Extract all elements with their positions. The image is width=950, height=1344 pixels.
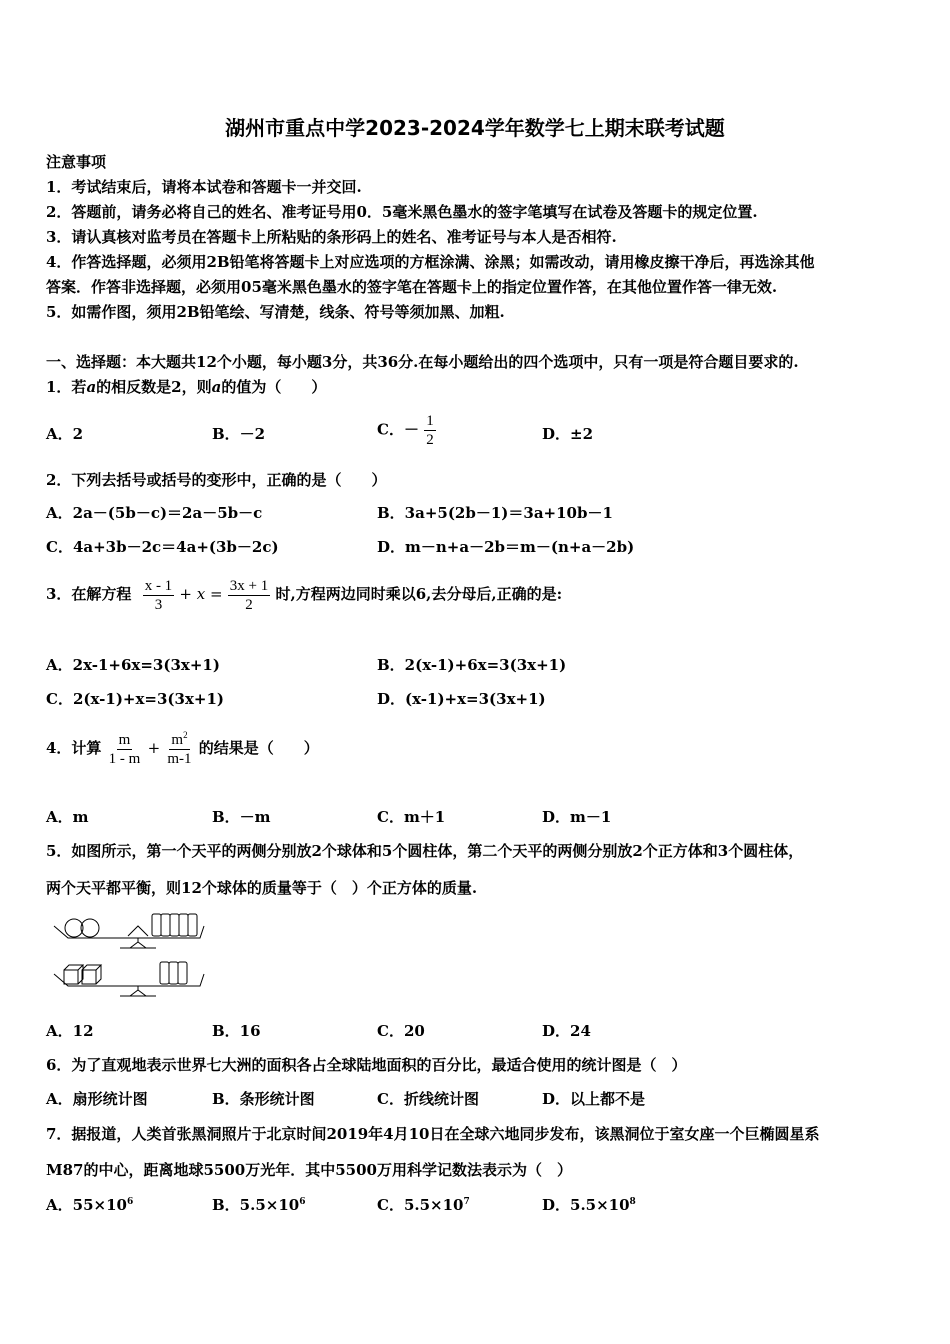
q4-text: 的结果是（ ） [198,739,319,757]
cylinder-icon [161,914,170,936]
q1-option-c [377,412,436,449]
q1-text: 的值为（ ） [221,378,327,396]
q4-text: 4．计算 [46,739,102,757]
notice-item: 答案．作答非选择题，必须用05毫米黑色墨水的签字笔在答题卡上的指定位置作答，在其他位置作答一律无效. [46,278,778,296]
cylinder-icon [152,914,161,936]
cube-icon [64,965,83,984]
balance-scales-figure [52,908,207,1003]
q1-option-c-fraction [424,412,436,449]
question-6: 6．为了直观地表示世界七大洲的面积各占全球陆地面积的百分比，最适合使用的统计图是（ ） [46,1056,687,1074]
fraction-denominator: 2 [426,432,434,448]
balance-scale-1 [54,914,204,948]
fraction-denominator: 2 [245,596,253,613]
fraction-numerator: m [118,731,131,748]
fraction-denominator: 1 - m [108,750,141,767]
q4-option-a: A．m [46,808,89,826]
q7-option-a [46,1195,133,1215]
q1-option-d: D．±2 [542,425,594,443]
question-3 [46,572,562,616]
cube-icon [82,965,101,984]
q2-option-b: B．3a+5(2b－1)＝3a+10b－1 [377,504,613,522]
q7-option-b-exponent: 6 [299,1197,306,1207]
q4-m: m [171,731,184,748]
section-heading: 一、选择题：本大题共12个小题，每小题3分，共36分.在每小题给出的四个选项中，只有一项是符合题目要求的. [46,353,799,371]
question-5-line1: 5．如图所示，第一个天平的两侧分别放2个球体和5个圆柱体，第二个天平的两侧分别放2个正方体和3个圆柱体， [46,842,804,860]
question-7-line2: M87的中心，距离地球5500万光年．其中5500万用科学记数法表示为（ ） [46,1161,572,1179]
notice-item: 1．考试结束后，请将本试卷和答题卡一并交回. [46,178,362,196]
q6-option-a: A．扇形统计图 [46,1090,148,1108]
q1-option-a: A．2 [46,425,84,443]
q4-option-b: B．－m [212,808,271,826]
q5-option-b: B．16 [212,1022,261,1040]
notice-item: 5．如需作图，须用2B铅笔绘、写清楚，线条、符号等须加黑、加粗. [46,303,505,321]
q1-option-c-label: C．－ [377,420,419,439]
q5-option-c: C．20 [377,1022,425,1040]
q3-option-b: B．2(x-1)+6x=3(3x+1) [377,656,567,674]
notice-heading: 注意事项 [46,153,107,171]
q2-option-d: D．m－n+a－2b＝m－(n+a－2b) [377,538,635,556]
q7-option-c-exponent: 7 [463,1197,470,1207]
q7-option-b [212,1195,305,1215]
sphere-icon [65,919,83,937]
q7-option-d [542,1195,636,1215]
q1-option-b: B．－2 [212,425,266,443]
cylinder-icon [160,962,169,984]
fraction-denominator: m-1 [167,750,192,767]
notice-item: 2．答题前，请务必将自己的姓名、准考证号用0．5毫米黑色墨水的签字笔填写在试卷及答题卡的规定位置. [46,203,758,221]
q4-option-c: C．m＋1 [377,808,446,826]
question-7-line1: 7．据报道，人类首张黑洞照片于北京时间2019年4月10日在全球六地同步发布，该黑洞位于室女座一个巨椭圆星系 [46,1125,820,1143]
q3-fraction-left [143,577,175,614]
q7-option-a-base: A．55×10 [46,1196,127,1214]
q3-plus-x: + x = [179,585,223,603]
q4-fraction-left [107,731,143,768]
q2-option-c: C．4a+3b－2c＝4a+(3b－2c) [46,538,279,556]
q5-option-a: A．12 [46,1022,94,1040]
q1-text: 的相反数是2，则 [96,378,212,396]
q4-plus: + [147,739,161,757]
question-4 [46,726,319,770]
question-2: 2．下列去括号或括号的变形中，正确的是（ ） [46,471,387,489]
q6-option-b: B．条形统计图 [212,1090,315,1108]
q3-option-d: D．(x-1)+x=3(3x+1) [377,690,546,708]
fraction-denominator: 3 [154,596,163,613]
q4-option-d: D．m－1 [542,808,612,826]
q4-fraction-right [165,731,193,768]
q1-var: a [211,378,222,396]
cylinder-icon [179,914,188,936]
q1-text: 1．若 [46,378,87,396]
sphere-icon [81,919,99,937]
q7-option-d-exponent: 8 [629,1197,636,1207]
q7-option-b-base: B．5.5×10 [212,1196,300,1214]
q7-option-c [377,1195,470,1215]
fraction-numerator: 1 [426,413,434,429]
q3-option-a: A．2x-1+6x=3(3x+1) [46,656,220,674]
q6-option-c: C．折线统计图 [377,1090,479,1108]
q3-option-c: C．2(x-1)+x=3(3x+1) [46,690,225,708]
q3-fraction-right [228,577,270,614]
q1-var: a [86,378,97,396]
q5-option-d: D．24 [542,1022,591,1040]
cylinder-icon [169,962,178,984]
q7-option-c-base: C．5.5×10 [377,1196,464,1214]
q2-option-a: A．2a－(5b－c)＝2a－5b－c [46,504,263,522]
balance-scale-2 [54,962,204,996]
fraction-numerator: x - 1 [144,577,173,594]
cylinder-icon [170,914,179,936]
q3-text: 3．在解方程 [46,585,132,603]
cylinder-icon [178,962,187,984]
q4-exponent: 2 [183,729,188,740]
q6-option-d: D．以上都不是 [542,1090,646,1108]
question-1 [46,377,326,397]
question-5-line2: 两个天平都平衡，则12个球体的质量等于（ ）个正方体的质量. [46,879,478,897]
q3-text: 时,方程两边同时乘以6,去分母后,正确的是: [275,585,563,603]
q7-option-d-base: D．5.5×10 [542,1196,630,1214]
fraction-numerator: 3x + 1 [229,577,269,594]
notice-item: 4．作答选择题，必须用2B铅笔将答题卡上对应选项的方框涂满、涂黑；如需改动，请用橡皮擦干净后，再选涂其他 [46,253,815,271]
exam-title: 湖州市重点中学2023-2024学年数学七上期末联考试题 [225,116,725,140]
notice-item: 3．请认真核对监考员在答题卡上所粘贴的条形码上的姓名、准考证号与本人是否相符. [46,228,617,246]
fraction-numerator [169,731,189,750]
q7-option-a-exponent: 6 [126,1197,134,1207]
cylinder-icon [188,914,197,936]
